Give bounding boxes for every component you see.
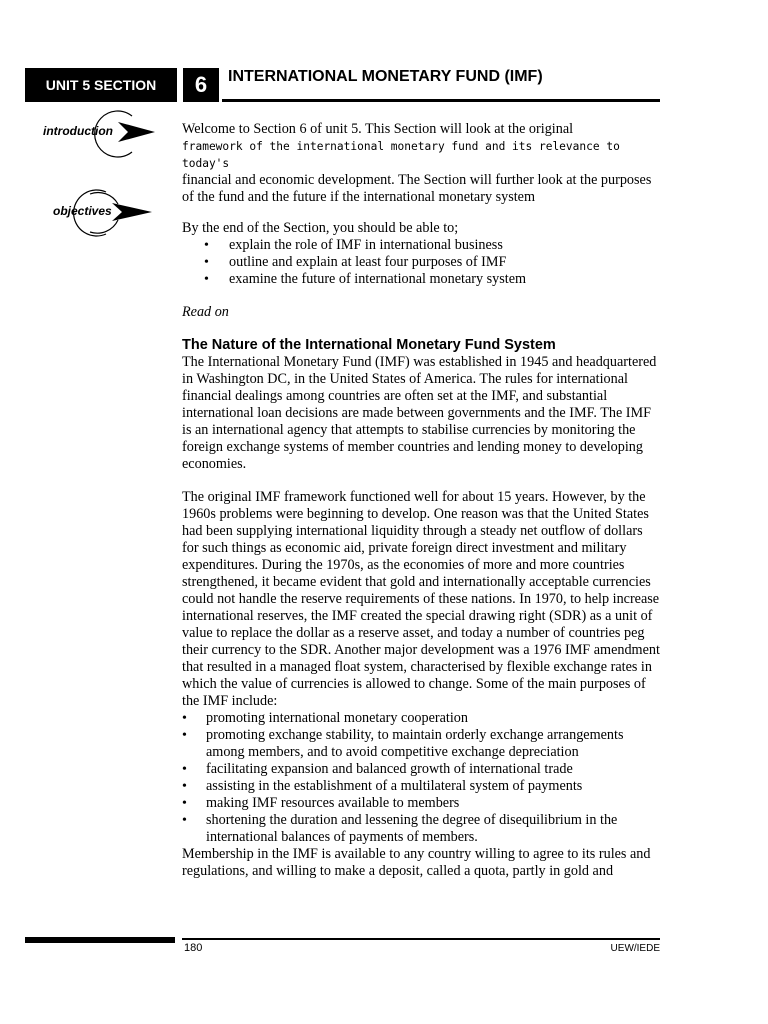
paragraph-2: The original IMF framework functioned well for about 15 years. However, by the 1960s problems were beginning to develop. One reason was that the United States had been supplying international liquidity through a steady net outflow of dollars for such things as economic aid, private foreign direct investment and military expenditures. During the 1970s, as the economies of more and more countries strengthened, it became evident that gold and internationally acceptable currencies could not handle the reserve requirements of these nations. In 1970, to help increase international reserves, the IMF created the special drawing right (SDR) as a unit of value to replace the dollar as a reserve asset, and today a number of countries peg their currency to the SDR. Another major development was a 1976 IMF amendment that resulted in a managed float system, characterised by flexible exchange rates in which the value of currencies is allowed to change. Some of the main purposes of the IMF include: xyxy=(182,489,660,709)
list-item: • facilitating expansion and balanced growth of international trade xyxy=(182,761,662,778)
svg-text:introduction: introduction xyxy=(43,124,113,138)
objectives-lead: By the end of the Section, you should be able to; xyxy=(182,220,459,236)
read-on-note: Read on xyxy=(182,304,229,320)
purposes-list xyxy=(182,710,662,846)
page-number: 180 xyxy=(184,942,203,954)
footer-bar xyxy=(25,937,175,943)
list-item: • examine the future of international monetary system xyxy=(182,271,662,288)
introduction-icon xyxy=(40,108,160,160)
section-heading: The Nature of the International Monetary Fund System xyxy=(182,337,556,353)
publisher-label: UEW/IEDE xyxy=(610,943,660,954)
title-divider xyxy=(222,99,660,102)
paragraph-1: The International Monetary Fund (IMF) was established in 1945 and headquartered in Washington DC, in the United States of America. The rules for international financial dealings among countries are often set at the IMF, and substantial international loan decisions are made between governments and the IMF. The IMF is an international agency that attempts to stabilise currencies by monitoring the foreign exchange systems of member countries and lending money to developing economies. xyxy=(182,354,657,472)
intro-paragraph xyxy=(182,121,662,206)
unit-label: UNIT 5 SECTION xyxy=(25,68,177,102)
intro-line-2: framework of the international monetary fund and its relevance to today's xyxy=(182,140,620,170)
list-item: • explain the role of IMF in international business xyxy=(182,237,662,254)
list-item: • promoting exchange stability, to maintain orderly exchange arrangements among members, and to avoid competitive exchange depreciation xyxy=(182,727,662,761)
objectives-icon xyxy=(40,186,160,238)
paragraph-3: Membership in the IMF is available to any country willing to agree to its rules and regulations, and willing to make a deposit, called a quota, partly in gold and xyxy=(182,846,651,879)
list-item: • assisting in the establishment of a multilateral system of payments xyxy=(182,778,662,795)
document-body xyxy=(182,121,662,880)
list-item: • promoting international monetary cooperation xyxy=(182,710,662,727)
page-title: INTERNATIONAL MONETARY FUND (IMF) xyxy=(228,68,543,85)
intro-line-1: Welcome to Section 6 of unit 5. This Section will look at the original xyxy=(182,121,574,137)
list-item: • making IMF resources available to members xyxy=(182,795,662,812)
objectives-list xyxy=(182,237,662,288)
list-item: • outline and explain at least four purposes of IMF xyxy=(182,254,662,271)
svg-text:objectives: objectives xyxy=(53,204,112,218)
footer-divider xyxy=(182,938,660,940)
intro-rest: financial and economic development. The Section will further look at the purposes of the fund and the future if the international monetary system xyxy=(182,172,652,205)
list-item: • shortening the duration and lessening the degree of disequilibrium in the international balances of payments of members. xyxy=(182,812,662,846)
section-number: 6 xyxy=(183,68,219,102)
